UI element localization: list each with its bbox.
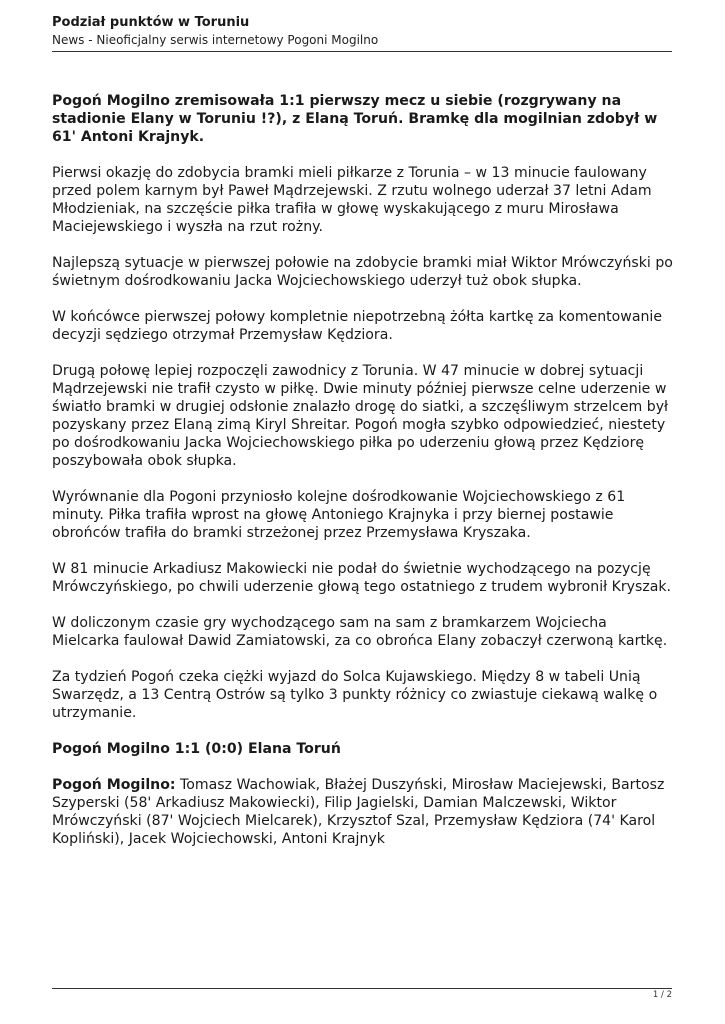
article-paragraph: Pierwsi okazję do zdobycia bramki mieli piłkarze z Torunia – w 13 minucie faulowany przed polem karnym był Paweł Mądrzejewski. Z rzutu wolnego uderzał 37 letni Adam Młodzieniak, na szczęście piłka trafiła w głowę wyskakującego z muru Mirosława Maciejewskiego i wyszła na rzut rożny.	[52, 165, 652, 235]
article-paragraph: Wyrównanie dla Pogoni przyniosło kolejne dośrodkowanie Wojciechowskiego z 61 minuty. Piłka trafiła wprost na głowę Antoniego Krajnyka i przy biernej postawie obrońców trafiła do bramki strzeżonej przez Przemysława Kryszaka.	[52, 489, 626, 541]
article-body	[52, 92, 677, 866]
match-score-heading: Pogoń Mogilno 1:1 (0:0) Elana Toruń	[52, 741, 341, 757]
lineup-label: Pogoń Mogilno:	[52, 777, 176, 793]
page-title: Podział punktów w Toruniu	[52, 15, 250, 30]
lineup-paragraph	[52, 776, 677, 848]
article-paragraph: W doliczonym czasie gry wychodzącego sam na sam z bramkarzem Wojciecha Mielcarka faulował Dawid Zamiatowski, za co obrońca Elany zobaczył czerwoną kartkę.	[52, 615, 668, 649]
article-paragraph: W 81 minucie Arkadiusz Makowiecki nie podał do świetnie wychodzącego na pozycję Mrówczyńskiego, po chwili uderzenie głową tego ostatniego z trudem wybronił Kryszak.	[52, 561, 672, 595]
article-lead: Pogoń Mogilno zremisowała 1:1 pierwszy mecz u siebie (rozgrywany na stadionie Elany w Toruniu !?), z Elaną Toruń. Bramkę dla mogilnian zdobył w 61' Antoni Krajnyk.	[52, 93, 658, 145]
header-divider	[52, 51, 672, 52]
article-paragraph: Za tydzień Pogoń czeka ciężki wyjazd do Solca Kujawskiego. Między 8 w tabeli Unią Swarzędz, a 13 Centrą Ostrów są tylko 3 punkty różnicy co zwiastuje ciekawą walkę o utrzymanie.	[52, 669, 658, 721]
page-number: 1 / 2	[652, 990, 672, 1000]
article-paragraph: W końcówce pierwszej połowy kompletnie niepotrzebną żółta kartkę za komentowanie decyzji sędziego otrzymał Przemysław Kędziora.	[52, 309, 662, 343]
article-paragraph: Drugą połowę lepiej rozpoczęli zawodnicy z Torunia. W 47 minucie w dobrej sytuacji Mądrzejewski nie trafił czysto w piłkę. Dwie minuty później pierwsze celne uderzenie w światło bramki w drugiej odsłonie znalazło drogę do siatki, a szczęśliwym strzelcem był pozyskany przez Elaną zimą Kiryl Shreitar. Pogoń mogła szybko odpowiedzieć, niestety po dośrodkowaniu Jacka Wojciechowskiego piłka po uderzeniu głową przez Kędziorę poszybowała obok słupka.	[52, 363, 669, 469]
page-header	[52, 14, 672, 49]
lineup-text: Tomasz Wachowiak, Błażej Duszyński, Mirosław Maciejewski, Bartosz Szyperski (58' Arkadiusz Makowiecki), Filip Jagielski, Damian Malczewski, Wiktor Mrówczyński (87' Wojciech Mielcarek), Krzysztof Szal, Przemysław Kędziora (74' Karol Kopliński), Jacek Wojciechowski, Antoni Krajnyk	[52, 777, 665, 847]
footer-divider	[52, 988, 672, 989]
article-paragraph: Najlepszą sytuacje w pierwszej połowie na zdobycie bramki miał Wiktor Mrówczyński po świetnym dośrodkowaniu Jacka Wojciechowskiego uderzył tuż obok słupka.	[52, 255, 673, 289]
site-subtitle: News - Nieoficjalny serwis internetowy Pogoni Mogilno	[52, 33, 379, 47]
